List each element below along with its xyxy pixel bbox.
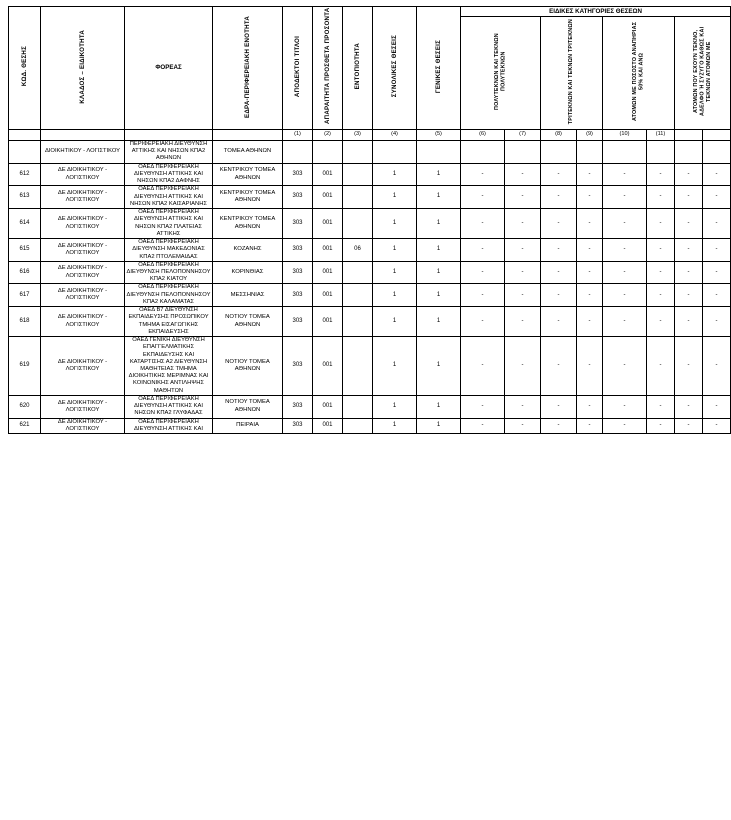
table-header: [9, 7, 731, 141]
row-cell-kod: 614: [9, 209, 41, 239]
row-cell-c11: -: [703, 284, 731, 307]
colnum-extra-1: [675, 129, 703, 140]
row-cell-c4: -: [461, 261, 505, 284]
row-cell-c11: -: [703, 418, 731, 433]
row-cell-klados: ΔΕ ΔΙΟΙΚΗΤΙΚΟΥ - ΛΟΓΙΣΤΙΚΟΥ: [41, 163, 125, 186]
row-cell-kod: 618: [9, 307, 41, 337]
th-genikes-label: ΓΕΝΙΚΕΣ ΘΕΣΕΙΣ: [434, 39, 442, 94]
table-row: [9, 418, 731, 433]
row-cell-synolikes: 1: [373, 163, 417, 186]
table-body: [9, 140, 731, 433]
row-cell-c8: -: [603, 239, 647, 262]
row-cell-c10: -: [675, 307, 703, 337]
row-cell-c4: -: [461, 307, 505, 337]
th-kod-thesis: [9, 7, 41, 130]
row-cell-c11: -: [703, 239, 731, 262]
th-foreas-label: ΦΟΡΕΑΣ: [155, 64, 182, 71]
row-cell-genikes: 1: [417, 261, 461, 284]
th-special-categories: [461, 7, 731, 17]
table-row: [9, 163, 731, 186]
row-cell-c5: -: [505, 163, 541, 186]
row-cell-prosonta: 001: [313, 418, 343, 433]
row-cell-klados: ΔΕ ΔΙΟΙΚΗΤΙΚΟΥ - ΛΟΓΙΣΤΙΚΟΥ: [41, 337, 125, 396]
row-cell-entopiotita: [343, 209, 373, 239]
row-cell-prosonta: 001: [313, 307, 343, 337]
row-cell-c9: -: [647, 261, 675, 284]
row-cell-kod: [9, 140, 41, 163]
row-cell-c7: -: [577, 284, 603, 307]
row-cell-edra: ΚΕΝΤΡΙΚΟΥ ΤΟΜΕΑ ΑΘΗΝΩΝ: [213, 163, 283, 186]
row-cell-titloi: [283, 140, 313, 163]
row-cell-c4: -: [461, 163, 505, 186]
th-polyteknon: [461, 17, 541, 130]
row-cell-entopiotita: [343, 261, 373, 284]
row-cell-titloi: 303: [283, 239, 313, 262]
colnum-7: (7): [505, 129, 541, 140]
row-cell-prosonta: [313, 140, 343, 163]
row-cell-edra: ΜΕΣΣΗΝΙΑΣ: [213, 284, 283, 307]
row-cell-c6: -: [541, 261, 577, 284]
colnum-blank-edra: [213, 129, 283, 140]
header-row-top: [9, 7, 731, 17]
th-klados-label: ΚΛΑΔΟΣ – ΕΙΔΙΚΟΤΗΤΑ: [78, 29, 86, 104]
row-cell-entopiotita: 06: [343, 239, 373, 262]
colnum-11: (11): [647, 129, 675, 140]
row-cell-klados: ΔΕ ΔΙΟΙΚΗΤΙΚΟΥ - ΛΟΓΙΣΤΙΚΟΥ: [41, 186, 125, 209]
row-cell-synolikes: 1: [373, 261, 417, 284]
row-cell-foreas: ΠΕΡΙΦΕΡΕΙΑΚΗ ΔΙΕΥΘΥΝΣΗ ΑΤΤΙΚΗΣ ΚΑΙ ΝΗΣΩΝ ΚΠΑ2 ΑΘΗΝΩΝ: [125, 140, 213, 163]
row-cell-synolikes: 1: [373, 418, 417, 433]
row-cell-c8: -: [603, 395, 647, 418]
row-cell-titloi: 303: [283, 186, 313, 209]
th-genikes-theseis: [417, 7, 461, 130]
row-cell-prosonta: 001: [313, 284, 343, 307]
row-cell-c5: -: [505, 284, 541, 307]
th-apodektoi-titloi-label: ΑΠΟΔΕΚΤΟΙ ΤΙΤΛΟΙ: [293, 35, 301, 98]
row-cell-c7: -: [577, 209, 603, 239]
row-cell-klados: ΔΙΟΙΚΗΤΙΚΟΥ - ΛΟΓΙΣΤΙΚΟΥ: [41, 140, 125, 163]
row-cell-synolikes: 1: [373, 307, 417, 337]
row-cell-edra: ΝΟΤΙΟΥ ΤΟΜΕΑ ΑΘΗΝΩΝ: [213, 395, 283, 418]
row-cell-edra: ΚΟΖΑΝΗΣ: [213, 239, 283, 262]
row-cell-c11: -: [703, 307, 731, 337]
row-cell-c10: -: [675, 209, 703, 239]
row-cell-c6: -: [541, 307, 577, 337]
row-cell-c9: [647, 140, 675, 163]
row-cell-c4: -: [461, 418, 505, 433]
th-special-categories-label: ΕΙΔΙΚΕΣ ΚΑΤΗΓΟΡΙΕΣ ΘΕΣΕΩΝ: [549, 7, 642, 15]
row-cell-c9: -: [647, 163, 675, 186]
table-row: [9, 261, 731, 284]
row-cell-c10: -: [675, 418, 703, 433]
row-cell-c7: -: [577, 395, 603, 418]
row-cell-entopiotita: [343, 395, 373, 418]
th-synolikes-label: ΣΥΝΟΛΙΚΕΣ ΘΕΣΕΙΣ: [390, 35, 398, 98]
row-cell-prosonta: 001: [313, 163, 343, 186]
row-cell-titloi: 303: [283, 307, 313, 337]
row-cell-c8: -: [603, 163, 647, 186]
row-cell-c5: -: [505, 261, 541, 284]
th-foreas: [125, 7, 213, 130]
th-edra: [213, 7, 283, 130]
row-cell-prosonta: 001: [313, 337, 343, 396]
row-cell-c4: [461, 140, 505, 163]
row-cell-titloi: 303: [283, 418, 313, 433]
row-cell-prosonta: 001: [313, 186, 343, 209]
table-row: [9, 186, 731, 209]
row-cell-foreas: ΟΑΕΔ ΠΕΡΙΦΕΡΕΙΑΚΗ ΔΙΕΥΘΥΝΣΗ ΠΕΛΟΠΟΝΝΗΣΟΥ ΚΠΑ2 ΚΙΑΤΟΥ: [125, 261, 213, 284]
row-cell-c4: -: [461, 395, 505, 418]
colnum-2: (2): [313, 129, 343, 140]
row-cell-c4: -: [461, 284, 505, 307]
row-cell-synolikes: 1: [373, 337, 417, 396]
th-prosthetа-prosonta: [313, 7, 343, 130]
row-cell-klados: ΔΕ ΔΙΟΙΚΗΤΙΚΟΥ - ΛΟΓΙΣΤΙΚΟΥ: [41, 418, 125, 433]
th-anapiria: [603, 17, 675, 130]
row-cell-klados: ΔΕ ΔΙΟΙΚΗΤΙΚΟΥ - ΛΟΓΙΣΤΙΚΟΥ: [41, 395, 125, 418]
colnum-9: (9): [577, 129, 603, 140]
row-cell-c6: -: [541, 418, 577, 433]
row-cell-prosonta: 001: [313, 209, 343, 239]
row-cell-titloi: 303: [283, 163, 313, 186]
row-cell-entopiotita: [343, 163, 373, 186]
row-cell-c4: -: [461, 209, 505, 239]
row-cell-genikes: [417, 140, 461, 163]
row-cell-kod: 621: [9, 418, 41, 433]
row-cell-titloi: 303: [283, 395, 313, 418]
row-cell-synolikes: 1: [373, 239, 417, 262]
row-cell-entopiotita: [343, 307, 373, 337]
row-cell-c11: -: [703, 186, 731, 209]
row-cell-klados: ΔΕ ΔΙΟΙΚΗΤΙΚΟΥ - ΛΟΓΙΣΤΙΚΟΥ: [41, 284, 125, 307]
th-atomon-tekno: [675, 17, 731, 130]
row-cell-c8: -: [603, 261, 647, 284]
table-row: [9, 395, 731, 418]
positions-table: [8, 6, 731, 434]
table-row: [9, 140, 731, 163]
row-cell-c7: -: [577, 163, 603, 186]
row-cell-c6: -: [541, 209, 577, 239]
row-cell-kod: 613: [9, 186, 41, 209]
row-cell-klados: ΔΕ ΔΙΟΙΚΗΤΙΚΟΥ - ΛΟΓΙΣΤΙΚΟΥ: [41, 239, 125, 262]
row-cell-c7: -: [577, 307, 603, 337]
colnum-blank-klados: [41, 129, 125, 140]
row-cell-c11: -: [703, 261, 731, 284]
row-cell-c10: -: [675, 163, 703, 186]
row-cell-genikes: 1: [417, 337, 461, 396]
row-cell-titloi: 303: [283, 337, 313, 396]
th-entopiotita-label: ΕΝΤΟΠΙΟΤΗΤΑ: [353, 43, 361, 90]
row-cell-edra: ΠΕΙΡΑΙΑ: [213, 418, 283, 433]
row-cell-c11: -: [703, 337, 731, 396]
row-cell-genikes: 1: [417, 395, 461, 418]
row-cell-synolikes: 1: [373, 186, 417, 209]
row-cell-c6: -: [541, 395, 577, 418]
row-cell-c4: -: [461, 239, 505, 262]
row-cell-c8: -: [603, 418, 647, 433]
row-cell-c8: -: [603, 186, 647, 209]
row-cell-entopiotita: [343, 418, 373, 433]
row-cell-c5: [505, 140, 541, 163]
row-cell-genikes: 1: [417, 163, 461, 186]
row-cell-entopiotita: [343, 186, 373, 209]
row-cell-synolikes: [373, 140, 417, 163]
colnum-5: (5): [417, 129, 461, 140]
row-cell-c6: -: [541, 239, 577, 262]
th-synolikes-theseis: [373, 7, 417, 130]
row-cell-titloi: 303: [283, 209, 313, 239]
row-cell-c5: -: [505, 186, 541, 209]
th-triteknon: [541, 17, 603, 130]
th-apodektoi-titloi: [283, 7, 313, 130]
row-cell-c10: -: [675, 186, 703, 209]
row-cell-synolikes: 1: [373, 395, 417, 418]
row-cell-c6: -: [541, 284, 577, 307]
row-cell-foreas: ΟΑΕΔ ΠΕΡΙΦΕΡΕΙΑΚΗ ΔΙΕΥΘΥΝΣΗ ΠΕΛΟΠΟΝΝΗΣΟΥ ΚΠΑ2 ΚΑΛΑΜΑΤΑΣ: [125, 284, 213, 307]
row-cell-c8: -: [603, 337, 647, 396]
row-cell-c10: -: [675, 284, 703, 307]
row-cell-kod: 617: [9, 284, 41, 307]
row-cell-c7: -: [577, 337, 603, 396]
row-cell-c5: -: [505, 395, 541, 418]
row-cell-c8: -: [603, 209, 647, 239]
row-cell-c11: -: [703, 163, 731, 186]
row-cell-klados: ΔΕ ΔΙΟΙΚΗΤΙΚΟΥ - ΛΟΓΙΣΤΙΚΟΥ: [41, 307, 125, 337]
table-row: [9, 307, 731, 337]
row-cell-c9: -: [647, 337, 675, 396]
row-cell-c10: -: [675, 239, 703, 262]
row-cell-edra: ΚΟΡΙΝΘΙΑΣ: [213, 261, 283, 284]
row-cell-entopiotita: [343, 337, 373, 396]
row-cell-c8: [603, 140, 647, 163]
row-cell-edra: ΝΟΤΙΟΥ ΤΟΜΕΑ ΑΘΗΝΩΝ: [213, 307, 283, 337]
row-cell-c9: -: [647, 418, 675, 433]
row-cell-kod: 612: [9, 163, 41, 186]
row-cell-genikes: 1: [417, 284, 461, 307]
table-row: [9, 284, 731, 307]
th-polyteknon-label: ΠΟΛΥΤΕΚΝΩΝ ΚΑΙ ΤΕΚΝΩΝ ΠΟΛΥΤΕΚΝΩΝ: [494, 33, 507, 110]
row-cell-c9: -: [647, 307, 675, 337]
row-cell-c10: -: [675, 337, 703, 396]
colnum-1: (1): [283, 129, 313, 140]
row-cell-c4: -: [461, 186, 505, 209]
row-cell-foreas: ΟΑΕΔ ΠΕΡΙΦΕΡΕΙΑΚΗ ΔΙΕΥΘΥΝΣΗ ΑΤΤΙΚΗΣ ΚΑΙ: [125, 418, 213, 433]
row-cell-entopiotita: [343, 140, 373, 163]
colnum-blank-foreas: [125, 129, 213, 140]
row-cell-klados: ΔΕ ΔΙΟΙΚΗΤΙΚΟΥ - ΛΟΓΙΣΤΙΚΟΥ: [41, 209, 125, 239]
row-cell-c9: -: [647, 239, 675, 262]
row-cell-c7: [577, 140, 603, 163]
row-cell-c10: -: [675, 261, 703, 284]
row-cell-c5: -: [505, 337, 541, 396]
row-cell-edra: ΚΕΝΤΡΙΚΟΥ ΤΟΜΕΑ ΑΘΗΝΩΝ: [213, 186, 283, 209]
colnum-4: (4): [373, 129, 417, 140]
row-cell-genikes: 1: [417, 209, 461, 239]
row-cell-c5: -: [505, 418, 541, 433]
row-cell-kod: 620: [9, 395, 41, 418]
row-cell-prosonta: 001: [313, 261, 343, 284]
row-cell-c7: -: [577, 418, 603, 433]
row-cell-c6: [541, 140, 577, 163]
row-cell-synolikes: 1: [373, 284, 417, 307]
table-row: [9, 209, 731, 239]
row-cell-kod: 619: [9, 337, 41, 396]
th-klados: [41, 7, 125, 130]
row-cell-edra: ΤΟΜΕΑ ΑΘΗΝΩΝ: [213, 140, 283, 163]
row-cell-c9: -: [647, 209, 675, 239]
row-cell-c10: -: [675, 395, 703, 418]
row-cell-kod: 616: [9, 261, 41, 284]
colnum-3: (3): [343, 129, 373, 140]
th-entopiotita: [343, 7, 373, 130]
row-cell-foreas: ΟΑΕΔ ΠΕΡΙΦΕΡΕΙΑΚΗ ΔΙΕΥΘΥΝΣΗ ΑΤΤΙΚΗΣ ΚΑΙ ΝΗΣΩΝ ΚΠΑ2 ΚΑΙΣΑΡΙΑΝΗΣ: [125, 186, 213, 209]
row-cell-foreas: ΟΑΕΔ Β7 ΔΙΕΥΘΥΝΣΗ ΕΚΠΑΙΔΕΥΣΗΣ ΠΡΟΣΩΠΙΚΟΥ ΤΜΗΜΑ ΕΙΣΑΓΩΓΙΚΗΣ ΕΚΠΑΙΔΕΥΣΗΣ: [125, 307, 213, 337]
th-kod-thesis-label: ΚΩΔ. ΘΕΣΗΣ: [20, 46, 28, 87]
row-cell-entopiotita: [343, 284, 373, 307]
row-cell-genikes: 1: [417, 307, 461, 337]
row-cell-foreas: ΟΑΕΔ ΠΕΡΙΦΕΡΕΙΑΚΗ ΔΙΕΥΘΥΝΣΗ ΑΤΤΙΚΗΣ ΚΑΙ ΝΗΣΩΝ ΚΠΑ2 ΔΑΦΝΗΣ: [125, 163, 213, 186]
row-cell-c8: -: [603, 307, 647, 337]
table-row: [9, 337, 731, 396]
row-cell-edra: ΚΕΝΤΡΙΚΟΥ ΤΟΜΕΑ ΑΘΗΝΩΝ: [213, 209, 283, 239]
row-cell-kod: 615: [9, 239, 41, 262]
row-cell-c11: [703, 140, 731, 163]
row-cell-titloi: 303: [283, 284, 313, 307]
row-cell-c7: -: [577, 186, 603, 209]
row-cell-c6: -: [541, 337, 577, 396]
row-cell-foreas: ΟΑΕΔ ΠΕΡΙΦΕΡΕΙΑΚΗ ΔΙΕΥΘΥΝΣΗ ΑΤΤΙΚΗΣ ΚΑΙ ΝΗΣΩΝ ΚΠΑ2 ΠΛΑΤΕΙΑΣ ΑΤΤΙΚΗΣ: [125, 209, 213, 239]
row-cell-genikes: 1: [417, 418, 461, 433]
row-cell-edra: ΝΟΤΙΟΥ ΤΟΜΕΑ ΑΘΗΝΩΝ: [213, 337, 283, 396]
th-edra-label: ΕΔΡΑ-ΠΕΡΙΦΕΡΕΙΑΚΗ ΕΝΟΤΗΤΑ: [243, 15, 251, 118]
row-cell-klados: ΔΕ ΔΙΟΙΚΗΤΙΚΟΥ - ΛΟΓΙΣΤΙΚΟΥ: [41, 261, 125, 284]
row-cell-synolikes: 1: [373, 209, 417, 239]
row-cell-foreas: ΟΑΕΔ ΓΕΝΙΚΗ ΔΙΕΥΘΥΝΣΗ ΕΠΑΓΓΕΛΜΑΤΙΚΗΣ ΕΚΠΑΙΔΕΥΣΗΣ ΚΑΙ ΚΑΤΑΡΤΙΣΗΣ Α2 ΔΙΕΥΘΥΝΣΗ ΜΑΘΗΤΕΙΑΣ ΤΜΗΜΑ ΔΙΟΙΚΗΤΙΚΗΣ ΜΕΡΙΜΝΑΣ ΚΑΙ ΚΟΙΝΩΝΙΚΗΣ ΑΝΤΙΛΗΨΗΣ ΜΑΘΗΤΩΝ: [125, 337, 213, 396]
th-atomon-tekno-label: ΑΤΟΜΩΝ ΠΟΥ ΕΧΟΥΝ ΤΕΚΝΟ, ΑΔΕΛΦΟ Ή ΣΥΖΥΓΟ ΚΑΘΩΣ ΚΑΙ ΤΕΚΝΩΝ ΑΤΟΜΩΝ ΜΕ: [692, 26, 712, 117]
header-row-numbers: [9, 129, 731, 140]
row-cell-c5: -: [505, 307, 541, 337]
th-prosonta-label: ΑΠΑΡΑΙΤΗΤΑ ΠΡΟΣΘΕΤΑ ΠΡΟΣΟΝΤΑ: [323, 7, 331, 124]
row-cell-foreas: ΟΑΕΔ ΠΕΡΙΦΕΡΕΙΑΚΗ ΔΙΕΥΘΥΝΣΗ ΑΤΤΙΚΗΣ ΚΑΙ ΝΗΣΩΝ ΚΠΑ2 ΓΛΥΦΑΔΑΣ: [125, 395, 213, 418]
row-cell-genikes: 1: [417, 186, 461, 209]
row-cell-c6: -: [541, 186, 577, 209]
row-cell-c10: [675, 140, 703, 163]
row-cell-c11: -: [703, 209, 731, 239]
row-cell-c9: -: [647, 186, 675, 209]
row-cell-prosonta: 001: [313, 395, 343, 418]
table-row: [9, 239, 731, 262]
row-cell-foreas: ΟΑΕΔ ΠΕΡΙΦΕΡΕΙΑΚΗ ΔΙΕΥΘΥΝΣΗ ΜΑΚΕΔΟΝΙΑΣ ΚΠΑ2 ΠΤΟΛΕΜΑΙΔΑΣ: [125, 239, 213, 262]
row-cell-c9: -: [647, 395, 675, 418]
row-cell-genikes: 1: [417, 239, 461, 262]
row-cell-c5: -: [505, 209, 541, 239]
row-cell-c11: -: [703, 395, 731, 418]
colnum-10: (10): [603, 129, 647, 140]
row-cell-c4: -: [461, 337, 505, 396]
row-cell-c8: -: [603, 284, 647, 307]
row-cell-c6: -: [541, 163, 577, 186]
row-cell-c9: -: [647, 284, 675, 307]
row-cell-titloi: 303: [283, 261, 313, 284]
row-cell-c5: -: [505, 239, 541, 262]
colnum-6: (6): [461, 129, 505, 140]
colnum-extra-2: [703, 129, 731, 140]
th-triteknon-label: ΤΡΙΤΕΚΝΩΝ ΚΑΙ ΤΕΚΝΩΝ ΤΡΙΤΕΚΝΩΝ: [568, 18, 575, 125]
row-cell-prosonta: 001: [313, 239, 343, 262]
row-cell-c7: -: [577, 239, 603, 262]
colnum-8: (8): [541, 129, 577, 140]
colnum-blank-kod: [9, 129, 41, 140]
row-cell-c7: -: [577, 261, 603, 284]
th-anapiria-label: ΑΤΟΜΩΝ ΜΕ ΠΟΣΟΣΤΟ ΑΝΑΠΗΡΙΑΣ 50% ΚΑΙ ΑΝΩ: [632, 21, 645, 122]
